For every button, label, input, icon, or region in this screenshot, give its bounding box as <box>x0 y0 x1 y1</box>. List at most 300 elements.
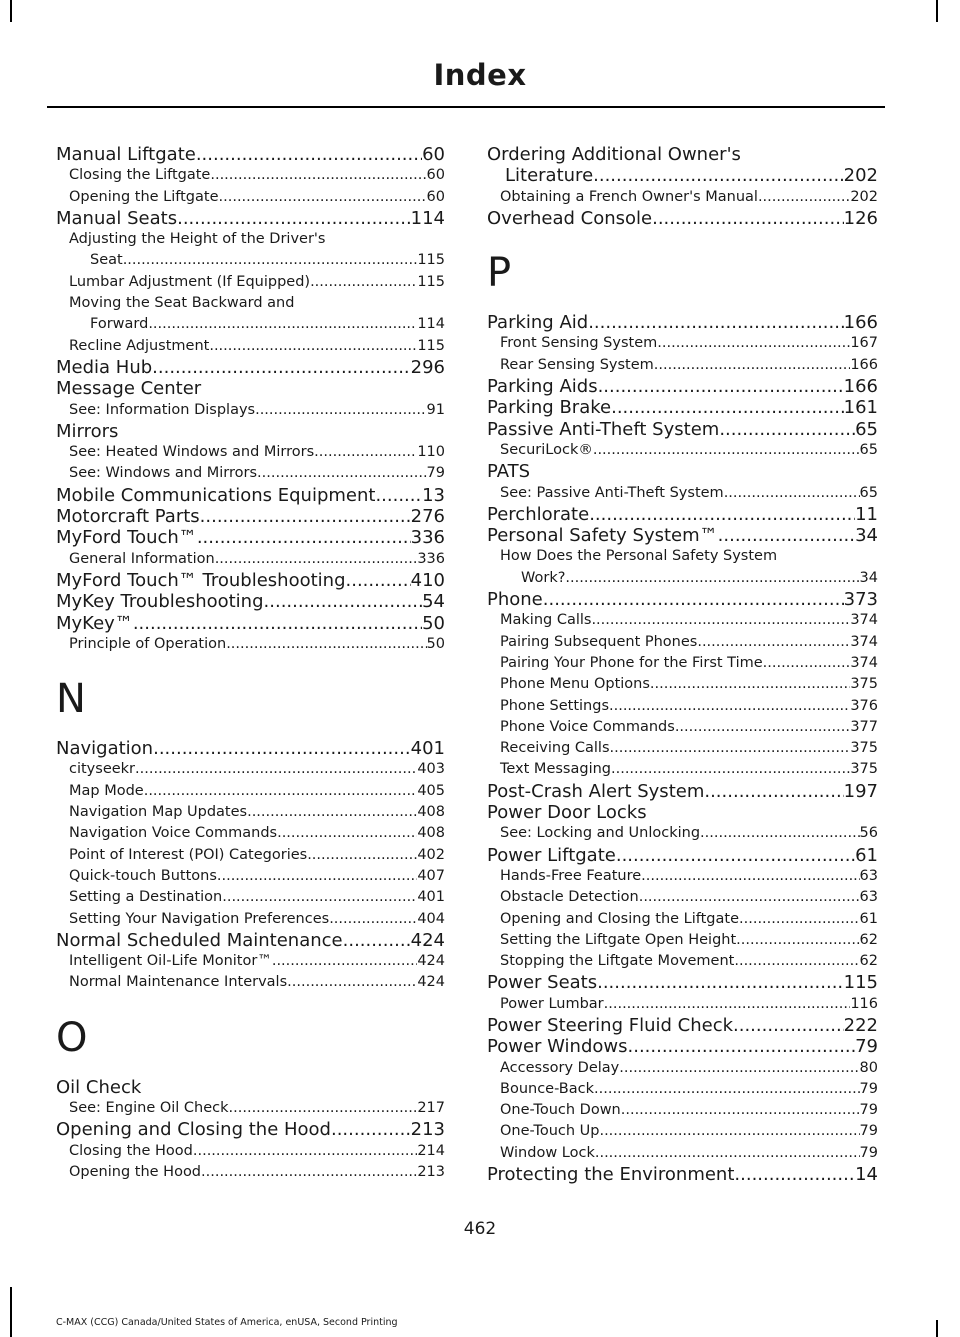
entry-page: 79 <box>859 1144 878 1161</box>
entry-page: 167 <box>850 335 878 352</box>
entry-label: Forward <box>90 316 149 333</box>
entry-label: Navigation <box>56 738 154 760</box>
dot-leader <box>222 887 417 908</box>
dot-leader <box>654 355 851 376</box>
entry-label: Lumbar Adjustment (If Equipped) <box>69 273 311 290</box>
index-entry <box>487 1036 878 1057</box>
index-subentry <box>487 696 878 717</box>
entry-page: 336 <box>417 550 445 567</box>
dot-leader <box>598 376 844 397</box>
entry-label: Principle of Operation <box>69 635 227 652</box>
index-entry: Oil Check <box>56 1076 142 1098</box>
entry-label: Map Mode <box>69 782 144 799</box>
dot-leader <box>123 250 418 271</box>
entry-page: 375 <box>850 676 878 693</box>
entry-label: Mobile Communications Equipment <box>56 484 376 506</box>
index-subentry <box>487 930 878 951</box>
entry-page: 410 <box>410 569 445 591</box>
index-entry <box>487 589 878 610</box>
index-subentry <box>487 717 878 738</box>
entry-page: 296 <box>410 356 445 378</box>
dot-leader <box>314 442 417 463</box>
entry-page: 213 <box>417 1163 445 1180</box>
dot-leader <box>209 336 417 357</box>
entry-page: 374 <box>850 654 878 671</box>
entry-label: Closing the Liftgate <box>69 167 211 184</box>
dot-leader <box>597 972 844 993</box>
entry-page: 401 <box>410 738 445 760</box>
entry-label: One-Touch Up <box>500 1123 600 1140</box>
entry-page: 114 <box>417 316 445 333</box>
index-subentry <box>487 994 878 1015</box>
crop-mark-bottom-left <box>10 1287 12 1337</box>
entry-page: 65 <box>859 441 878 458</box>
entry-page: 404 <box>417 910 445 927</box>
index-subentry <box>487 632 878 653</box>
index-entry <box>487 376 878 397</box>
index-subentry <box>56 887 445 908</box>
entry-page: 166 <box>843 376 878 398</box>
dot-leader <box>310 272 417 293</box>
index-subentry <box>56 781 445 802</box>
dot-leader <box>591 610 850 631</box>
dot-leader <box>148 314 417 335</box>
entry-label: Navigation Voice Commands <box>69 825 278 842</box>
dot-leader <box>375 485 422 506</box>
index-subentry <box>56 802 445 823</box>
dot-leader <box>700 823 860 844</box>
entry-page: 60 <box>426 188 445 205</box>
dot-leader <box>610 738 851 759</box>
entry-page: 408 <box>417 804 445 821</box>
entry-page: 62 <box>859 953 878 970</box>
entry-page: 407 <box>417 867 445 884</box>
entry-label: SecuriLock® <box>500 441 593 458</box>
dot-leader <box>593 165 844 186</box>
dot-leader <box>331 1119 411 1140</box>
dot-leader <box>609 696 850 717</box>
dot-leader <box>217 866 417 887</box>
index-subentry <box>56 972 445 993</box>
entry-page: 217 <box>417 1099 445 1116</box>
dot-leader <box>144 781 418 802</box>
index-subentry <box>56 909 445 930</box>
index-entry: Mirrors <box>56 420 119 442</box>
index-subentry <box>487 823 878 844</box>
entry-label: See: Engine Oil Check <box>69 1099 229 1116</box>
dot-leader <box>343 930 411 951</box>
dot-leader <box>210 165 426 186</box>
index-subentry <box>487 1143 878 1164</box>
dot-leader <box>153 738 411 759</box>
entry-label: Obtaining a French Owner's Manual <box>500 188 758 205</box>
dot-leader <box>611 397 844 418</box>
index-entry <box>487 1015 878 1036</box>
index-entry <box>487 1164 878 1185</box>
index-subentry <box>56 951 445 972</box>
entry-page: 54 <box>422 591 445 613</box>
index-entry <box>487 972 878 993</box>
index-entry <box>56 591 445 612</box>
dot-leader <box>650 674 850 695</box>
entry-label: cityseekr <box>69 761 136 778</box>
entry-label: Parking Aids <box>487 376 598 398</box>
entry-page: 374 <box>850 633 878 650</box>
entry-label: Point of Interest (POI) Categories <box>69 846 308 863</box>
dot-leader <box>589 504 855 525</box>
entry-label: Power Windows <box>487 1036 628 1058</box>
entry-label: See: Windows and Mirrors <box>69 465 258 482</box>
dot-leader <box>733 1015 844 1036</box>
index-subentry <box>56 463 445 484</box>
dot-leader <box>565 568 859 589</box>
dot-leader <box>704 781 843 802</box>
entry-page: 60 <box>422 144 445 165</box>
entry-label: Power Lumbar <box>500 995 604 1012</box>
dot-leader <box>287 972 417 993</box>
index-subentry <box>487 1058 878 1079</box>
entry-label: Stopping the Liftgate Movement <box>500 953 735 970</box>
entry-page: 377 <box>850 718 878 735</box>
entry-page: 202 <box>843 165 878 187</box>
index-subentry <box>56 823 445 844</box>
dot-leader <box>346 570 411 591</box>
entry-label: MyKey Troubleshooting <box>56 591 264 613</box>
entry-label: Seat <box>90 252 123 269</box>
index-subentry <box>487 887 878 908</box>
index-subentry: Moving the Seat Backward and <box>69 295 295 312</box>
dot-leader <box>675 717 851 738</box>
dot-leader <box>621 1100 860 1121</box>
entry-page: 424 <box>410 929 445 951</box>
entry-page: 402 <box>417 846 445 863</box>
index-subentry-continued <box>56 250 445 271</box>
index-subentry <box>56 634 445 655</box>
dot-leader <box>255 400 426 421</box>
entry-label: Setting a Destination <box>69 889 223 906</box>
dot-leader <box>593 440 860 461</box>
dot-leader <box>697 632 850 653</box>
entry-label: Closing the Hood <box>69 1142 193 1159</box>
dot-leader <box>604 994 851 1015</box>
entry-label: See: Passive Anti-Theft System <box>500 484 724 501</box>
dot-leader <box>599 1121 859 1142</box>
entry-label: MyKey™ <box>56 612 133 634</box>
entry-label: Recline Adjustment <box>69 337 210 354</box>
entry-page: 115 <box>417 252 445 269</box>
entry-label: Phone <box>487 589 543 611</box>
dot-leader <box>736 930 859 951</box>
entry-page: 166 <box>843 312 878 334</box>
dot-leader <box>197 527 411 548</box>
dot-leader <box>734 1164 855 1185</box>
index-entry <box>56 485 445 506</box>
entry-page: 63 <box>859 867 878 884</box>
index-entry: Message Center <box>56 378 202 400</box>
dot-leader <box>734 951 859 972</box>
index-subentry <box>56 187 445 208</box>
dot-leader <box>247 802 417 823</box>
dot-leader <box>724 483 860 504</box>
entry-page: 408 <box>417 825 445 842</box>
index-subentry <box>56 1098 445 1119</box>
entry-label: Front Sensing System <box>500 335 658 352</box>
index-entry <box>56 144 445 165</box>
entry-page: 34 <box>859 569 878 586</box>
entry-page: 65 <box>859 484 878 501</box>
entry-label: Personal Safety System™ <box>487 525 718 547</box>
entry-page: 61 <box>855 844 878 866</box>
entry-page: 375 <box>850 740 878 757</box>
index-subentry <box>487 866 878 887</box>
entry-page: 62 <box>859 931 878 948</box>
dot-leader <box>219 187 427 208</box>
index-entry <box>487 504 878 525</box>
entry-label: General Information <box>69 550 215 567</box>
dot-leader <box>641 866 859 887</box>
entry-label: Text Messaging <box>500 761 611 778</box>
index-subentry <box>487 653 878 674</box>
index-subentry <box>487 909 878 930</box>
entry-page: 63 <box>859 889 878 906</box>
entry-label: Power Seats <box>487 972 598 994</box>
index-subentry <box>487 187 878 208</box>
entry-page: 126 <box>843 207 878 229</box>
entry-page: 79 <box>859 1102 878 1119</box>
entry-label: Pairing Subsequent Phones <box>500 633 698 650</box>
dot-leader <box>201 1162 417 1183</box>
entry-page: 114 <box>410 207 445 229</box>
dot-leader <box>177 208 411 229</box>
index-entry-continued <box>487 165 878 186</box>
index-entry <box>56 1119 445 1140</box>
dot-leader <box>133 613 422 634</box>
crop-mark-top-left <box>10 0 12 22</box>
dot-leader <box>264 591 423 612</box>
index-entry: PATS <box>487 461 531 483</box>
entry-label: Accessory Delay <box>500 1059 620 1076</box>
entry-label: See: Information Displays <box>69 401 256 418</box>
entry-page: 213 <box>410 1119 445 1141</box>
entry-label: Window Lock <box>500 1144 595 1161</box>
index-entry <box>56 738 445 759</box>
entry-label: Phone Voice Commands <box>500 718 675 735</box>
index-entry <box>56 208 445 229</box>
index-subentry <box>56 1141 445 1162</box>
index-entry <box>487 397 878 418</box>
entry-page: 376 <box>850 697 878 714</box>
dot-leader <box>758 187 850 208</box>
entry-label: Normal Scheduled Maintenance <box>56 929 343 951</box>
dot-leader <box>619 1058 859 1079</box>
index-subentry <box>56 272 445 293</box>
entry-label: Power Liftgate <box>487 844 616 866</box>
entry-label: Work? <box>521 569 566 586</box>
dot-leader <box>307 845 417 866</box>
entry-label: Literature <box>505 165 594 187</box>
index-entry <box>487 845 878 866</box>
dot-leader <box>200 506 411 527</box>
entry-page: 79 <box>859 1080 878 1097</box>
index-entry <box>487 525 878 546</box>
entry-page: 79 <box>859 1123 878 1140</box>
entry-page: 405 <box>417 782 445 799</box>
entry-label: See: Locking and Unlocking <box>500 825 701 842</box>
entry-page: 60 <box>426 167 445 184</box>
entry-label: Normal Maintenance Intervals <box>69 974 288 991</box>
entry-page: 91 <box>426 401 445 418</box>
entry-page: 115 <box>843 972 878 994</box>
index-subentry <box>487 355 878 376</box>
entry-page: 79 <box>855 1036 878 1058</box>
entry-label: Phone Menu Options <box>500 676 650 693</box>
entry-label: Hands-Free Feature <box>500 867 642 884</box>
entry-page: 110 <box>417 444 445 461</box>
entry-page: 214 <box>417 1142 445 1159</box>
index-entry <box>56 527 445 548</box>
dot-leader <box>193 1141 417 1162</box>
entry-page: 197 <box>843 780 878 802</box>
index-subentry <box>56 442 445 463</box>
entry-label: Motorcraft Parts <box>56 506 200 528</box>
index-subentry <box>487 674 878 695</box>
entry-page: 424 <box>417 974 445 991</box>
index-entry <box>56 570 445 591</box>
entry-label: Setting Your Navigation Preferences <box>69 910 330 927</box>
dot-leader <box>739 909 860 930</box>
entry-page: 276 <box>410 506 445 528</box>
section-letter: N <box>56 676 86 723</box>
entry-label: Making Calls <box>500 612 592 629</box>
entry-page: 80 <box>859 1059 878 1076</box>
dot-leader <box>616 845 855 866</box>
entry-page: 166 <box>850 356 878 373</box>
index-entry: Power Door Locks <box>487 802 647 824</box>
entry-page: 115 <box>417 273 445 290</box>
index-subentry <box>487 440 878 461</box>
entry-label: Bounce-Back <box>500 1080 595 1097</box>
index-subentry <box>56 1162 445 1183</box>
page-number: 462 <box>463 1219 497 1239</box>
entry-label: Power Steering Fluid Check <box>487 1014 734 1036</box>
index-subentry <box>56 549 445 570</box>
dot-leader <box>652 208 844 229</box>
entry-page: 50 <box>422 612 445 634</box>
entry-label: Parking Aid <box>487 312 589 334</box>
entry-label: Pairing Your Phone for the First Time <box>500 654 763 671</box>
entry-page: 50 <box>426 635 445 652</box>
index-subentry <box>487 333 878 354</box>
entry-label: Opening and Closing the Liftgate <box>500 910 740 927</box>
dot-leader <box>229 1098 418 1119</box>
index-subentry <box>487 1079 878 1100</box>
header-rule <box>47 106 885 108</box>
index-subentry: How Does the Personal Safety System <box>500 548 778 565</box>
dot-leader <box>588 312 843 333</box>
index-column-left <box>56 144 445 1183</box>
index-subentry-continued <box>487 568 878 589</box>
dot-leader <box>135 759 417 780</box>
crop-mark-top-right <box>936 0 938 22</box>
entry-page: 116 <box>850 995 878 1012</box>
entry-label: Media Hub <box>56 356 153 378</box>
index-entry: Ordering Additional Owner's <box>487 144 741 165</box>
entry-label: MyFord Touch™ Troubleshooting <box>56 569 346 591</box>
entry-page: 403 <box>417 761 445 778</box>
index-subentry <box>487 1100 878 1121</box>
index-subentry <box>487 951 878 972</box>
entry-page: 56 <box>859 825 878 842</box>
entry-page: 373 <box>843 589 878 611</box>
index-subentry <box>487 483 878 504</box>
index-entry <box>487 419 878 440</box>
index-subentry: Adjusting the Height of the Driver's <box>69 231 326 248</box>
index-entry <box>56 613 445 634</box>
index-subentry <box>56 866 445 887</box>
dot-leader <box>639 887 860 908</box>
index-column-right <box>487 144 878 1185</box>
index-subentry <box>487 759 878 780</box>
index-entry <box>56 357 445 378</box>
section-letter: O <box>56 1014 88 1061</box>
entry-page: 336 <box>410 527 445 549</box>
entry-label: Opening the Hood <box>69 1163 202 1180</box>
entry-label: Quick-touch Buttons <box>69 867 217 884</box>
entry-label: MyFord Touch™ <box>56 527 197 549</box>
index-entry <box>487 208 878 229</box>
dot-leader <box>611 759 850 780</box>
entry-label: Obstacle Detection <box>500 889 639 906</box>
entry-page: 375 <box>850 761 878 778</box>
entry-page: 161 <box>843 397 878 419</box>
index-subentry <box>487 738 878 759</box>
page-title: Index <box>433 58 527 92</box>
dot-leader <box>657 333 850 354</box>
entry-label: Manual Seats <box>56 207 178 229</box>
entry-page: 424 <box>417 953 445 970</box>
dot-leader <box>226 634 426 655</box>
entry-page: 65 <box>855 418 878 440</box>
dot-leader <box>196 144 422 165</box>
entry-page: 115 <box>417 337 445 354</box>
entry-label: Opening the Liftgate <box>69 188 219 205</box>
entry-label: Overhead Console <box>487 207 653 229</box>
entry-label: Opening and Closing the Hood <box>56 1119 331 1141</box>
entry-label: See: Heated Windows and Mirrors <box>69 444 315 461</box>
entry-label: Receiving Calls <box>500 740 610 757</box>
index-subentry-continued <box>56 314 445 335</box>
entry-page: 374 <box>850 612 878 629</box>
entry-page: 13 <box>422 484 445 506</box>
index-subentry <box>487 610 878 631</box>
dot-leader <box>329 909 417 930</box>
dot-leader <box>594 1079 860 1100</box>
index-entry <box>487 312 878 333</box>
entry-label: Phone Settings <box>500 697 609 714</box>
index-subentry <box>56 336 445 357</box>
dot-leader <box>215 549 418 570</box>
entry-page: 222 <box>843 1014 878 1036</box>
entry-label: Intelligent Oil-Life Monitor™ <box>69 953 272 970</box>
footer-document-info: C-MAX (CCG) Canada/United States of America, enUSA, Second Printing <box>56 1317 398 1328</box>
entry-label: Navigation Map Updates <box>69 804 248 821</box>
index-subentry <box>56 759 445 780</box>
dot-leader <box>152 357 410 378</box>
entry-label: Setting the Liftgate Open Height <box>500 931 737 948</box>
entry-label: Perchlorate <box>487 503 590 525</box>
dot-leader <box>719 419 855 440</box>
entry-label: Post-Crash Alert System <box>487 780 705 802</box>
